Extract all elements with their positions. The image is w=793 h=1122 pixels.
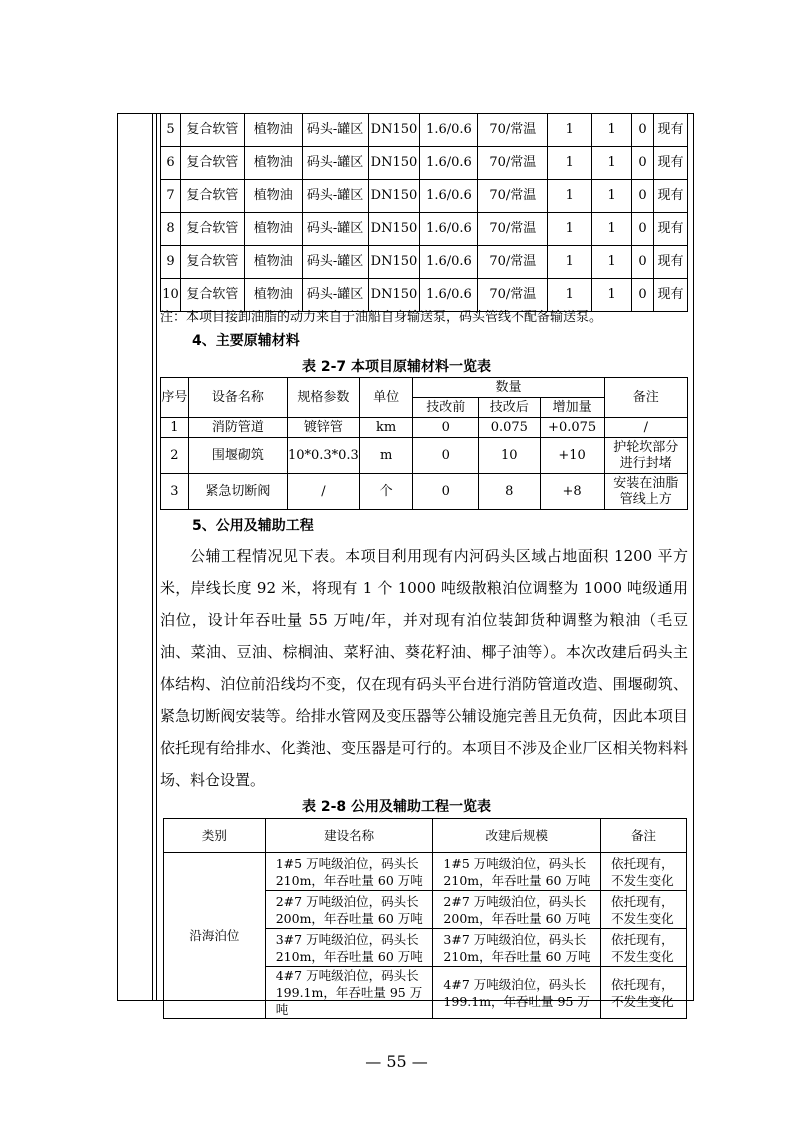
table-cell: 紧急切断阀 [188, 474, 287, 510]
table-cell: 10*0.3*0.3 [287, 438, 359, 474]
header-build-name: 建设名称 [265, 819, 433, 853]
table-cell: 复合软管 [180, 114, 244, 147]
table-cell: 植物油 [244, 180, 302, 213]
table-cell: 2#7 万吨级泊位，码头长 200m，年吞吐量 60 万吨 [265, 891, 433, 929]
table-cell: 0 [413, 474, 478, 510]
table-cell: 消防管道 [188, 418, 287, 438]
table-cell: 1 [592, 180, 632, 213]
table-cell: 0 [632, 213, 654, 246]
table-cell: 植物油 [244, 147, 302, 180]
table-cell: 4#7 万吨级泊位，码头长 199.1m，年吞吐量 95 万 [433, 967, 601, 1019]
table-cell: 0 [413, 438, 478, 474]
table27-caption: 表 2-7 本项目原辅材料一览表 [301, 359, 492, 375]
table-row [164, 853, 687, 891]
table-row [161, 147, 688, 180]
table-cell: 复合软管 [180, 213, 244, 246]
table-cell: 1.6/0.6 [420, 246, 478, 279]
table-cell: 8 [161, 213, 181, 246]
table-cell: km [359, 418, 413, 438]
table-cell: 3 [161, 474, 189, 510]
table-cell: 4#7 万吨级泊位，码头长 199.1m，年吞吐量 95 万吨 [265, 967, 433, 1019]
table-cell: 70/常温 [478, 279, 548, 312]
table-cell: 1.6/0.6 [420, 213, 478, 246]
header-unit: 单位 [359, 378, 413, 418]
header-scale: 改建后规模 [433, 819, 601, 853]
section-heading-4: 4、主要原辅材料 [192, 333, 300, 349]
table-cell: 码头-罐区 [302, 114, 368, 147]
table-cell: 复合软管 [180, 147, 244, 180]
table-row [161, 246, 688, 279]
table-cell: 依托现有，不发生变化 [601, 967, 687, 1019]
table-cell: 1.6/0.6 [420, 279, 478, 312]
table-cell: 0 [632, 246, 654, 279]
table-cell: 码头-罐区 [302, 279, 368, 312]
table-cell: / [287, 474, 359, 510]
table-cell: 5 [161, 114, 181, 147]
header-before: 技改前 [413, 398, 478, 418]
table-row [161, 418, 688, 438]
table-cell: 1.6/0.6 [420, 114, 478, 147]
utilities-table [163, 818, 687, 1019]
table-cell: DN150 [368, 246, 420, 279]
table-cell: 依托现有，不发生变化 [601, 853, 687, 891]
table-cell: 码头-罐区 [302, 246, 368, 279]
table28-caption: 表 2-8 公用及辅助工程一览表 [301, 799, 492, 815]
table-cell: 镀锌管 [287, 418, 359, 438]
frame-divider-inner [156, 113, 157, 1001]
table-cell: 6 [161, 147, 181, 180]
table-cell: DN150 [368, 114, 420, 147]
table-row [161, 213, 688, 246]
table-cell: 植物油 [244, 246, 302, 279]
table-cell: 1 [592, 114, 632, 147]
table-cell: 复合软管 [180, 279, 244, 312]
table-cell: 现有 [653, 180, 687, 213]
table-cell: 围堰砌筑 [188, 438, 287, 474]
table-cell: 安装在油脂管线上方 [604, 474, 687, 510]
table-cell: 70/常温 [478, 114, 548, 147]
table-cell: 1.6/0.6 [420, 180, 478, 213]
table-row [161, 114, 688, 147]
header-remark: 备注 [601, 819, 687, 853]
header-remark: 备注 [604, 378, 687, 418]
table-cell: 现有 [653, 246, 687, 279]
table-cell: 依托现有，不发生变化 [601, 891, 687, 929]
table-cell: 复合软管 [180, 246, 244, 279]
header-spec: 规格参数 [287, 378, 359, 418]
table-cell: 码头-罐区 [302, 213, 368, 246]
table-cell: 码头-罐区 [302, 180, 368, 213]
table-cell: 1#5 万吨级泊位，码头长 210m，年吞吐量 60 万吨 [433, 853, 601, 891]
table-cell: 70/常温 [478, 246, 548, 279]
header-category: 类别 [164, 819, 266, 853]
table-cell: 2 [161, 438, 189, 474]
table-cell: 1 [592, 246, 632, 279]
table-cell: +0.075 [540, 418, 604, 438]
frame-divider [152, 113, 153, 1001]
table-cell: DN150 [368, 180, 420, 213]
table-cell: +10 [540, 438, 604, 474]
table-cell: 8 [478, 474, 540, 510]
table-cell: 1 [548, 180, 592, 213]
table-cell: 70/常温 [478, 147, 548, 180]
table-row [161, 279, 688, 312]
table-cell: 9 [161, 246, 181, 279]
table-cell: 复合软管 [180, 180, 244, 213]
table-cell: 1 [548, 213, 592, 246]
table-cell: / [604, 418, 687, 438]
body-paragraph: 公辅工程情况见下表。本项目利用现有内河码头区域占地面积 1200 平方米，岸线长度 92 米，将现有 1 个 1000 吨级散粮泊位调整为 1000 吨级通用泊位，设计年吞吐量 55 万吨/年，并对现有泊位装卸货种调整为粮油（毛豆油、菜油、豆油、棕榈油、菜籽油、葵花籽油、椰子油等）。本次改建后码头主体结构、泊位前沿线均不变，仅在现有码头平台进行消防管道改造、围堰砌筑、紧急切断阀安装等。给排水管网及变压器等公辅设施完善且无负荷，因此本项目依托现有给排水、化粪池、变压器是可行的。本项目不涉及企业厂区相关物料料场、料仓设置。 [160, 547, 688, 789]
section-heading-5: 5、公用及辅助工程 [192, 518, 314, 534]
table-row [161, 474, 688, 510]
table-cell: 1 [548, 279, 592, 312]
page-number: — 55 — [365, 1052, 428, 1071]
table-cell: +8 [540, 474, 604, 510]
table-cell: 1 [161, 418, 189, 438]
table-cell: 10 [478, 438, 540, 474]
table-cell: 70/常温 [478, 180, 548, 213]
header-name: 设备名称 [188, 378, 287, 418]
header-after: 技改后 [478, 398, 540, 418]
table-cell: 1 [548, 114, 592, 147]
table-cell: 70/常温 [478, 213, 548, 246]
table-cell: 1 [592, 147, 632, 180]
table-row [161, 180, 688, 213]
table-cell: 护轮坎部分进行封堵 [604, 438, 687, 474]
table-cell: 3#7 万吨级泊位，码头长 210m，年吞吐量 60 万吨 [433, 929, 601, 967]
table-cell: 植物油 [244, 114, 302, 147]
table-cell: m [359, 438, 413, 474]
table-cell: 10 [161, 279, 181, 312]
table-cell: 0 [413, 418, 478, 438]
table-cell: 7 [161, 180, 181, 213]
table-cell: 1 [592, 213, 632, 246]
category-cell: 沿海泊位 [164, 853, 266, 1019]
materials-table [160, 377, 688, 510]
table-cell: 0 [632, 147, 654, 180]
table-cell: 码头-罐区 [302, 147, 368, 180]
table-cell: DN150 [368, 279, 420, 312]
table-cell: 1 [548, 147, 592, 180]
table-row [161, 438, 688, 474]
table-cell: 0 [632, 279, 654, 312]
table-cell: 现有 [653, 147, 687, 180]
table-cell: 2#7 万吨级泊位，码头长 200m，年吞吐量 60 万吨 [433, 891, 601, 929]
table-cell: DN150 [368, 147, 420, 180]
table-cell: 1 [592, 279, 632, 312]
table-cell: 0 [632, 180, 654, 213]
table-cell: 现有 [653, 279, 687, 312]
table-cell: 0 [632, 114, 654, 147]
pipeline-table [160, 113, 688, 312]
table-cell: 依托现有，不发生变化 [601, 929, 687, 967]
header-qty: 数量 [413, 378, 604, 398]
table-cell: DN150 [368, 213, 420, 246]
table-cell: 现有 [653, 213, 687, 246]
table-cell: 个 [359, 474, 413, 510]
table-cell: 1.6/0.6 [420, 147, 478, 180]
header-no: 序号 [161, 378, 189, 418]
pipe-note: 注：本项目接卸油脂的动力来自于油船自身输送泵，码头管线不配备输送泵。 [160, 310, 603, 325]
table-cell: 0.075 [478, 418, 540, 438]
table-cell: 1#5 万吨级泊位，码头长 210m，年吞吐量 60 万吨 [265, 853, 433, 891]
table-cell: 现有 [653, 114, 687, 147]
header-inc: 增加量 [540, 398, 604, 418]
table-cell: 1 [548, 246, 592, 279]
table-cell: 植物油 [244, 279, 302, 312]
table-cell: 3#7 万吨级泊位，码头长 210m，年吞吐量 60 万吨 [265, 929, 433, 967]
table-cell: 植物油 [244, 213, 302, 246]
